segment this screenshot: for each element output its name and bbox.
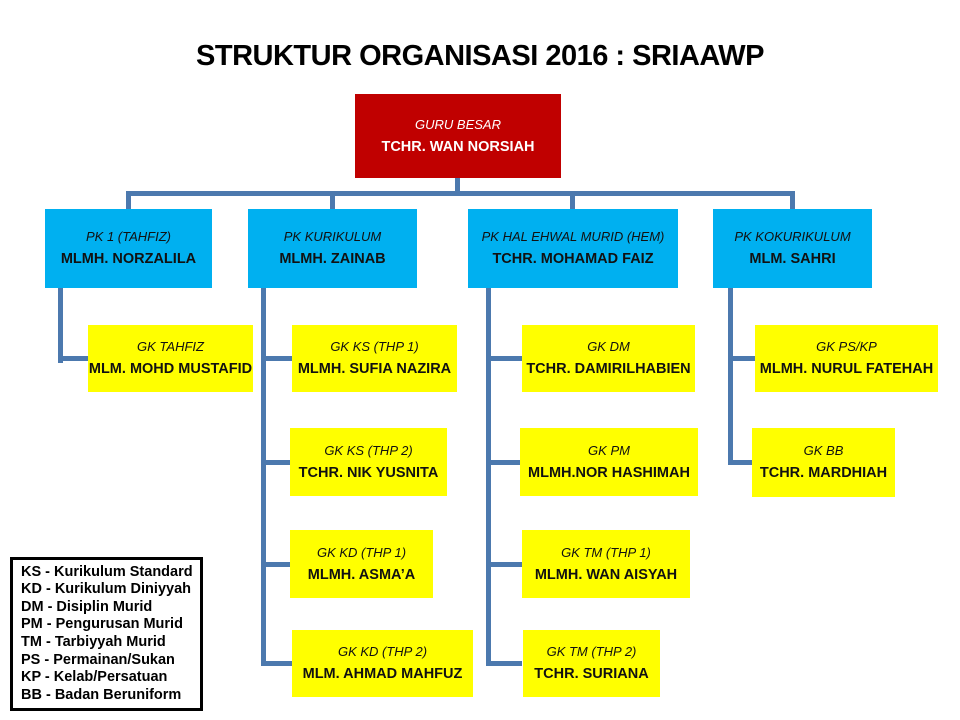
person-name: TCHR. MOHAMAD FAIZ [492, 251, 654, 268]
role-label: PK KURIKULUM [283, 229, 382, 245]
connector-horizontal-bus [126, 191, 795, 196]
legend-item: BB - Badan Beruniform [21, 686, 182, 703]
person-name: MLMH. SUFIA NAZIRA [297, 361, 452, 378]
connector-stub [486, 460, 522, 465]
person-name: MLMH. ASMA’A [307, 566, 416, 583]
role-label: GK TM (THP 2) [546, 644, 637, 660]
connector-stub [261, 460, 292, 465]
role-label: GK BB [803, 443, 844, 459]
role-label: GK KD (THP 1) [316, 544, 407, 560]
legend-box [10, 557, 203, 711]
org-box-pk-kokurikulum [713, 209, 872, 288]
person-name: MLMH. NURUL FATEHAH [759, 361, 934, 378]
org-box-gk-tm-thp1 [522, 530, 690, 598]
person-name: TCHR. MARDHIAH [759, 465, 888, 482]
role-label: GK KS (THP 1) [330, 339, 419, 355]
person-name: MLMH.NOR HASHIMAH [528, 464, 690, 481]
legend-item: PM - Pengurusan Murid [21, 616, 183, 633]
connector-drop-kurikulum [330, 191, 335, 209]
org-box-gk-tahfiz [88, 325, 253, 392]
legend-item: KD - Kurikulum Diniyyah [21, 581, 191, 598]
org-box-gk-bb [752, 428, 895, 497]
role-label: PK HAL EHWAL MURID (HEM) [481, 229, 665, 245]
role-label: GK KD (THP 2) [337, 644, 428, 660]
org-box-guru-besar [355, 94, 561, 178]
connector-stub [728, 460, 755, 465]
person-name: TCHR. SURIANA [534, 666, 649, 683]
person-name: TCHR. DAMIRILHABIEN [526, 361, 691, 378]
legend-item: TM - Tarbiyyah Murid [21, 634, 166, 650]
legend-item: KP - Kelab/Persatuan [21, 669, 168, 686]
legend-item: KS - Kurikulum Standard [21, 563, 193, 580]
org-box-gk-dm [522, 325, 695, 392]
org-box-gk-ps-kp [755, 325, 938, 392]
connector-stub [261, 356, 292, 361]
person-name: TCHR. WAN NORSIAH [381, 138, 535, 155]
person-name: MLMH. NORZALILA [60, 251, 197, 268]
role-label: GK TAHFIZ [137, 339, 204, 355]
role-label: GK PM [588, 442, 630, 458]
org-box-pk-kurikulum [248, 209, 417, 288]
org-box-gk-kd-thp1 [290, 530, 433, 598]
connector-drop-kokurikulum [790, 191, 795, 209]
org-box-gk-ks-thp1 [292, 325, 457, 392]
connector-spine-col4 [728, 288, 733, 465]
connector-stub [261, 562, 292, 567]
role-label: PK 1 (TAHFIZ) [86, 229, 171, 245]
legend-item: DM - Disiplin Murid [21, 598, 153, 615]
role-label: GK DM [587, 339, 630, 355]
person-name: MLM. AHMAD MAHFUZ [302, 666, 463, 683]
page-title: STRUKTUR ORGANISASI 2016 : SRIAAWP [196, 40, 764, 72]
role-label: GURU BESAR [415, 116, 501, 132]
connector-stub [261, 661, 292, 666]
role-label: PK KOKURIKULUM [734, 229, 851, 245]
role-label: GK KS (THP 2) [324, 442, 413, 458]
connector-stub [486, 661, 522, 666]
legend-item: PS - Permainan/Sukan [21, 651, 175, 668]
person-name: MLM. MOHD MUSTAFID [88, 361, 253, 378]
connector-stub [486, 562, 522, 567]
org-box-gk-pm [520, 428, 698, 496]
connector-drop-pk1 [126, 191, 131, 209]
person-name: TCHR. NIK YUSNITA [298, 464, 439, 481]
role-label: GK PS/KP [816, 339, 877, 355]
role-label: GK TM (THP 1) [561, 544, 651, 560]
connector-stub [486, 356, 522, 361]
connector-spine-col2 [261, 288, 266, 666]
org-box-gk-tm-thp2 [523, 630, 660, 697]
person-name: MLMH. WAN AISYAH [534, 566, 678, 583]
connector-stub [58, 356, 88, 361]
org-box-gk-kd-thp2 [292, 630, 473, 697]
connector-spine-col1 [58, 288, 63, 363]
connector-spine-col3 [486, 288, 491, 666]
person-name: MLMH. ZAINAB [279, 251, 386, 268]
person-name: MLM. SAHRI [749, 251, 836, 268]
org-box-pk-hem [468, 209, 678, 288]
org-box-gk-ks-thp2 [290, 428, 447, 496]
connector-drop-hem [570, 191, 575, 209]
org-box-pk1-tahfiz [45, 209, 212, 288]
connector-stub [728, 356, 755, 361]
